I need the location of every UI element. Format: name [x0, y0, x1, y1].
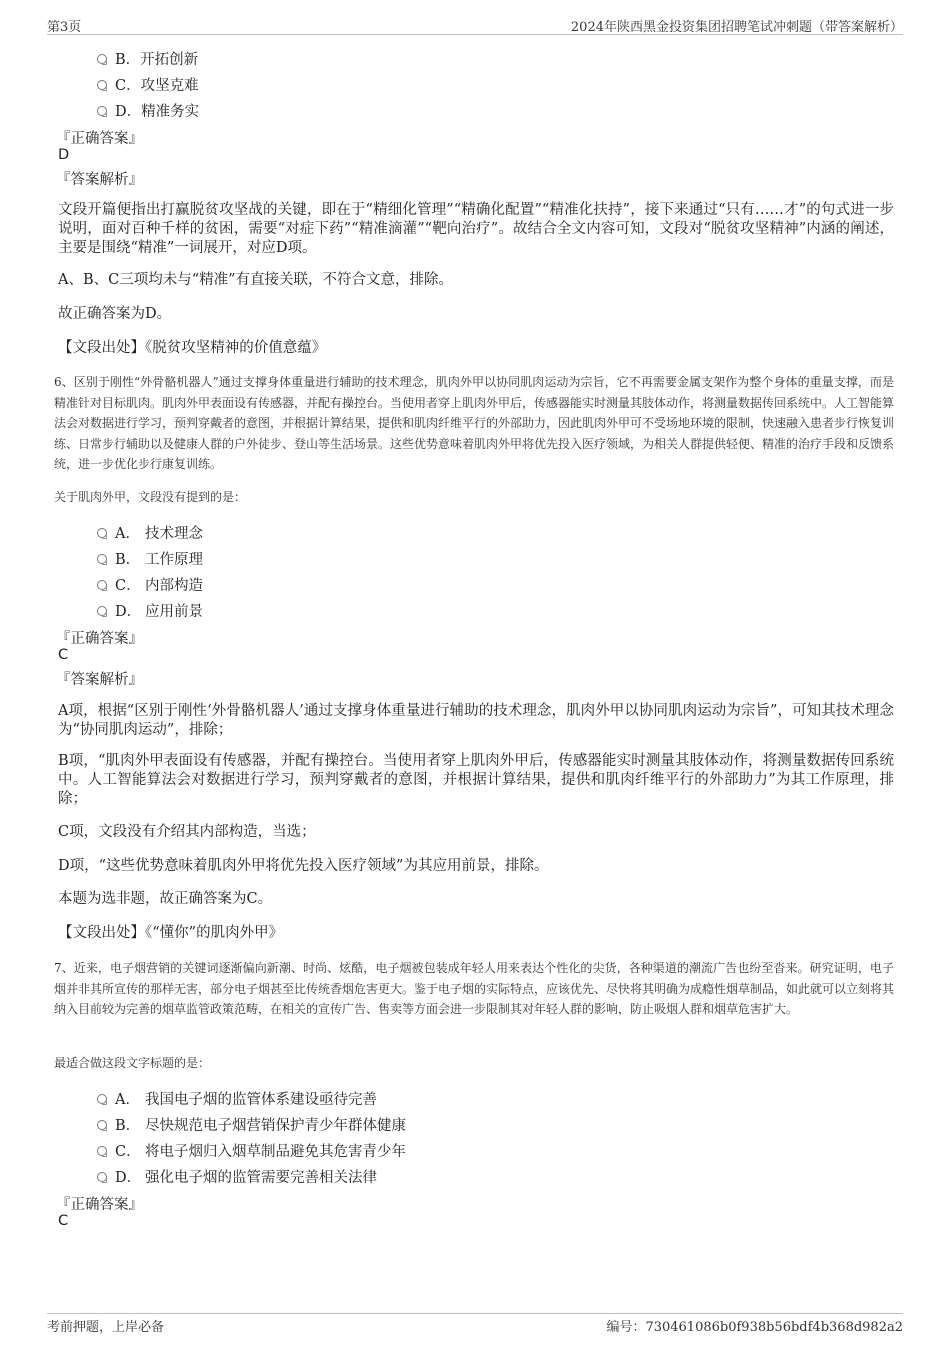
radio-icon[interactable]	[97, 580, 107, 590]
footer-serial: 编号：730461086b0f938b56bdf4b368d982a2	[606, 1320, 903, 1335]
q6-analysis-a: A项，根据“区别于刚性‘外骨骼机器人’通过支撑身体重量进行辅助的技术理念，肌肉外甲以协同肌肉运动为宗旨”，可知其技术理念为“协同肌肉运动”，排除；	[58, 703, 894, 738]
q5-option-d[interactable]: D．精准务实	[97, 100, 199, 121]
q6-analysis-label: 『答案解析』	[56, 672, 143, 688]
q7-answer: C	[58, 1213, 69, 1229]
q7-option-b[interactable]: B． 尽快规范电子烟营销保护青少年群体健康	[97, 1114, 406, 1135]
document-title: 2024年陕西黑金投资集团招聘笔试冲刺题（带答案解析）	[570, 20, 903, 35]
q6-answer: C	[58, 647, 69, 663]
q5-source: 【文段出处】《脱贫攻坚精神的价值意蕴》	[58, 340, 327, 356]
radio-icon[interactable]	[97, 1146, 107, 1156]
footer-slogan: 考前押题，上岸必备	[47, 1320, 165, 1335]
q6-analysis-d: D项，“这些优势意味着肌肉外甲将优先投入医疗领域”为其应用前景，排除。	[58, 858, 549, 874]
q5-option-c[interactable]: C．攻坚克难	[97, 74, 199, 95]
q6-answer-label: 『正确答案』	[56, 631, 143, 647]
radio-icon[interactable]	[97, 106, 107, 116]
q6-option-a[interactable]: A． 技术理念	[97, 522, 203, 543]
q6-option-c[interactable]: C． 内部构造	[97, 574, 203, 595]
q6-analysis-conclusion: 本题为选非题，故正确答案为C。	[58, 891, 273, 907]
radio-icon[interactable]	[97, 80, 107, 90]
q6-question: 关于肌肉外甲，文段没有提到的是：	[54, 490, 247, 504]
q5-answer-label: 『正确答案』	[56, 131, 143, 147]
radio-icon[interactable]	[97, 1120, 107, 1130]
q6-analysis-b: B项，“肌肉外甲表面设有传感器，并配有操控台。当使用者穿上肌肉外甲后，传感器能实时测量其肢体动作，将测量数据传回系统中。人工智能算法会对数据进行学习，预判穿戴者的意图，并根据计算结果，提供和肌肉纤维平行的外部助力”为其工作原理，排除；	[58, 753, 894, 807]
q7-question: 最适合做这段文字标题的是：	[54, 1056, 211, 1070]
radio-icon[interactable]	[97, 1094, 107, 1104]
q6-source: 【文段出处】《“懂你”的肌肉外甲》	[58, 925, 284, 941]
q6-analysis-c: C项，文段没有介绍其内部构造，当选；	[58, 824, 316, 840]
radio-icon[interactable]	[97, 1172, 107, 1182]
q7-answer-label: 『正确答案』	[56, 1197, 143, 1213]
q5-analysis-label: 『答案解析』	[56, 172, 143, 188]
radio-icon[interactable]	[97, 554, 107, 564]
radio-icon[interactable]	[97, 606, 107, 616]
q7-option-d[interactable]: D． 强化电子烟的监管需要完善相关法律	[97, 1166, 377, 1187]
q5-option-b[interactable]: B．开拓创新	[97, 48, 198, 69]
q5-analysis-p1: 文段开篇便指出打赢脱贫攻坚战的关键，即在于“精细化管理”“精确化配置”“精准化扶持”，接下来通过“只有……才”的句式进一步说明，面对百种千样的贫困，需要“对症下药”“精准滴灌”“靶向治疗”。故结合全文内容可知，文段对“脱贫攻坚精神”内涵的阐述，主要是围绕“精准”一词展开，对应D项。	[58, 202, 894, 256]
page-header	[47, 16, 903, 35]
q6-option-b[interactable]: B． 工作原理	[97, 548, 203, 569]
q7-option-c[interactable]: C． 将电子烟归入烟草制品避免其危害青少年	[97, 1140, 406, 1161]
page-number: 第3页	[47, 20, 82, 35]
q5-analysis-p2: A、B、C三项均未与“精准”有直接关联，不符合文意，排除。	[58, 272, 454, 288]
page-footer	[47, 1313, 903, 1335]
q6-stem: 6、区别于刚性“外骨骼机器人”通过支撑身体重量进行辅助的技术理念，肌肉外甲以协同肌肉运动为宗旨，它不再需要金属支架作为整个身体的重量支撑，而是精准针对目标肌肉。肌肉外甲表面设有传感器，并配有操控台。当使用者穿上肌肉外甲后，传感器能实时测量其肢体动作，将测量数据传回系统中。人工智能算法会对数据进行学习，预判穿戴者的意图，并根据计算结果，提供和肌肉纤维平行的外部助力，因此肌肉外甲可不受场地环境的限制，快速融入患者步行恢复训练、日常步行辅助以及健康人群的户外徒步、登山等生活场景。这些优势意味着肌肉外甲将优先投入医疗领域，为相关人群提供轻便、精准的治疗手段和反馈系统，进一步优化步行康复训练。	[54, 375, 895, 471]
q7-option-a[interactable]: A． 我国电子烟的监管体系建设亟待完善	[97, 1088, 377, 1109]
q7-stem: 7、近来，电子烟营销的关键词逐渐偏向新潮、时尚、炫酷，电子烟被包装成年轻人用来表达个性化的尖货，各种渠道的潮流广告也纷至沓来。研究证明，电子烟并非其所宣传的那样无害，部分电子烟甚至比传统香烟危害更大。鉴于电子烟的实际特点，应该优先、尽快将其明确为成瘾性烟草制品，如此就可以立刻将其纳入目前较为完善的烟草监管政策范畴，在相关的宣传广告、售卖等方面会进一步限制其对年轻人群的影响，防止吸烟人群和烟草危害扩大。	[54, 961, 895, 1016]
q5-answer: D	[58, 147, 70, 163]
q5-analysis-p3: 故正确答案为D。	[58, 306, 172, 322]
radio-icon[interactable]	[97, 528, 107, 538]
q6-option-d[interactable]: D． 应用前景	[97, 600, 203, 621]
radio-icon[interactable]	[97, 54, 107, 64]
